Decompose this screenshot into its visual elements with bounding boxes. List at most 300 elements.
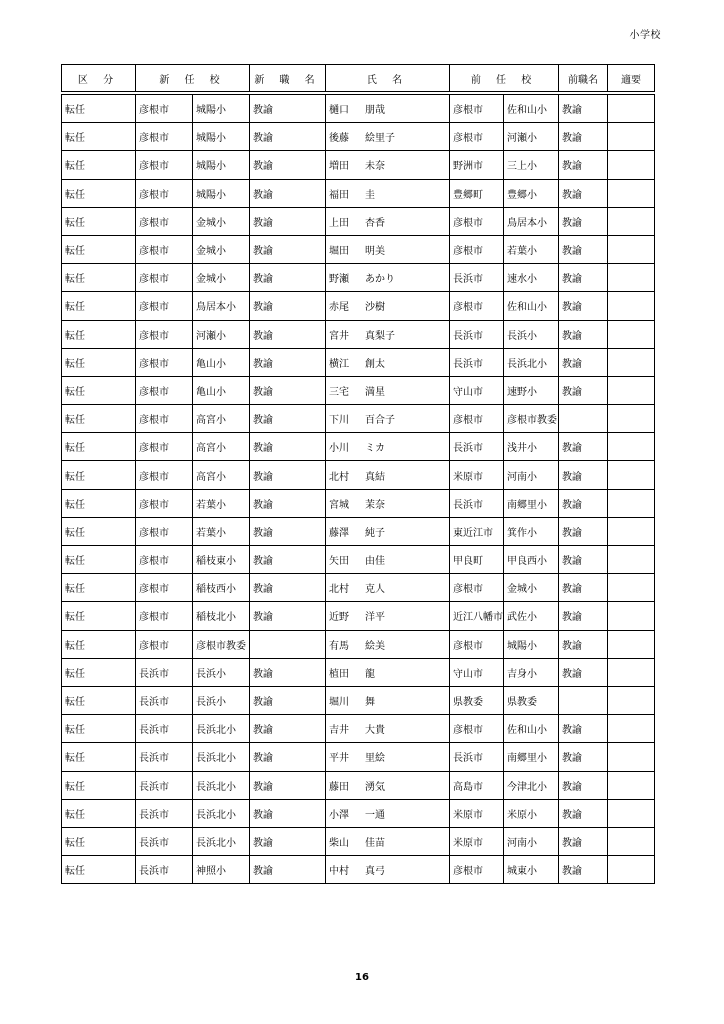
name-cell: [326, 630, 450, 658]
prev-title-cell: 教諭: [559, 856, 608, 884]
name-cell: [326, 348, 450, 376]
new-title-cell: 教諭: [250, 376, 326, 404]
given-name: 百合子: [365, 415, 396, 427]
prev-title-cell: 教諭: [559, 292, 608, 320]
name-cell: [326, 179, 450, 207]
new-city-cell: 彦根市: [136, 123, 193, 151]
name-cell: [326, 715, 450, 743]
prev-title-cell: [559, 405, 608, 433]
prev-school-cell: 速水小: [504, 264, 559, 292]
given-name: 一通: [365, 809, 386, 821]
new-school-cell: 長浜小: [193, 658, 250, 686]
note-cell: [608, 771, 655, 799]
name-cell: [326, 686, 450, 714]
note-cell: [608, 292, 655, 320]
kubun-cell: 転任: [62, 179, 136, 207]
name-cell: [326, 546, 450, 574]
prev-title-cell: 教諭: [559, 376, 608, 404]
prev-title-cell: 教諭: [559, 461, 608, 489]
new-title-cell: 教諭: [250, 489, 326, 517]
prev-school-cell: 長浜北小: [504, 348, 559, 376]
prev-city-cell: 長浜市: [450, 320, 504, 348]
prev-title-cell: 教諭: [559, 658, 608, 686]
page-number: 16: [355, 972, 369, 983]
prev-city-cell: 守山市: [450, 376, 504, 404]
name-cell: [326, 235, 450, 263]
new-school-cell: 金城小: [193, 264, 250, 292]
kubun-cell: 転任: [62, 630, 136, 658]
table-row: [62, 489, 655, 517]
new-city-cell: 長浜市: [136, 856, 193, 884]
new-city-cell: 長浜市: [136, 743, 193, 771]
prev-city-cell: 東近江市: [450, 517, 504, 545]
table-row: [62, 123, 655, 151]
new-school-cell: 長浜北小: [193, 799, 250, 827]
table-row: [62, 151, 655, 179]
table-row: [62, 686, 655, 714]
kubun-cell: 転任: [62, 207, 136, 235]
name-cell: [326, 95, 450, 123]
prev-city-cell: 長浜市: [450, 489, 504, 517]
table-row: [62, 715, 655, 743]
given-name: 佳苗: [365, 837, 386, 849]
surname: 横江: [329, 358, 350, 370]
new-school-cell: 稲枝北小: [193, 602, 250, 630]
kubun-cell: 転任: [62, 264, 136, 292]
new-title-cell: 教諭: [250, 686, 326, 714]
given-name: 龍: [365, 668, 376, 680]
kubun-cell: 転任: [62, 320, 136, 348]
new-school-cell: 長浜北小: [193, 827, 250, 855]
prev-title-cell: 教諭: [559, 827, 608, 855]
surname: 増田: [329, 161, 350, 173]
prev-school-cell: 河瀬小: [504, 123, 559, 151]
prev-city-cell: 彦根市: [450, 123, 504, 151]
note-cell: [608, 123, 655, 151]
new-title-cell: [250, 630, 326, 658]
new-school-cell: 高宮小: [193, 405, 250, 433]
given-name: ミカ: [365, 443, 386, 455]
prev-city-cell: 高島市: [450, 771, 504, 799]
prev-city-cell: 彦根市: [450, 715, 504, 743]
new-school-cell: 金城小: [193, 235, 250, 263]
prev-title-cell: 教諭: [559, 517, 608, 545]
new-city-cell: 長浜市: [136, 686, 193, 714]
table-row: [62, 95, 655, 123]
header-new-title: 新 職 名: [250, 65, 326, 92]
new-school-cell: 稲枝西小: [193, 574, 250, 602]
table-row: [62, 630, 655, 658]
note-cell: [608, 546, 655, 574]
prev-city-cell: 彦根市: [450, 630, 504, 658]
name-cell: [326, 799, 450, 827]
new-school-cell: 河瀬小: [193, 320, 250, 348]
given-name: 圭: [365, 189, 376, 201]
prev-city-cell: 彦根市: [450, 292, 504, 320]
new-title-cell: 教諭: [250, 123, 326, 151]
table-row: [62, 743, 655, 771]
note-cell: [608, 461, 655, 489]
new-title-cell: 教諭: [250, 461, 326, 489]
new-school-cell: 高宮小: [193, 433, 250, 461]
name-cell: [326, 517, 450, 545]
given-name: 真弓: [365, 866, 386, 878]
given-name: 真結: [365, 471, 386, 483]
new-title-cell: 教諭: [250, 658, 326, 686]
table-row: [62, 771, 655, 799]
note-cell: [608, 207, 655, 235]
surname: 小澤: [329, 809, 350, 821]
new-school-cell: 高宮小: [193, 461, 250, 489]
given-name: 純子: [365, 527, 386, 539]
table-row: [62, 179, 655, 207]
prev-city-cell: 長浜市: [450, 433, 504, 461]
kubun-cell: 転任: [62, 376, 136, 404]
kubun-cell: 転任: [62, 235, 136, 263]
surname: 宮城: [329, 499, 350, 511]
note-cell: [608, 489, 655, 517]
given-name: 湧気: [365, 781, 386, 793]
name-cell: [326, 461, 450, 489]
table-row: [62, 799, 655, 827]
new-city-cell: 彦根市: [136, 461, 193, 489]
prev-city-cell: 甲良町: [450, 546, 504, 574]
note-cell: [608, 517, 655, 545]
new-title-cell: 教諭: [250, 799, 326, 827]
prev-school-cell: 吉身小: [504, 658, 559, 686]
prev-school-cell: 佐和山小: [504, 715, 559, 743]
surname: 福田: [329, 189, 350, 201]
given-name: あかり: [365, 274, 396, 286]
new-title-cell: 教諭: [250, 856, 326, 884]
name-cell: [326, 771, 450, 799]
kubun-cell: 転任: [62, 686, 136, 714]
table-row: [62, 292, 655, 320]
name-cell: [326, 123, 450, 151]
new-school-cell: 稲枝東小: [193, 546, 250, 574]
prev-school-cell: 鳥居本小: [504, 207, 559, 235]
prev-title-cell: 教諭: [559, 320, 608, 348]
prev-school-cell: 佐和山小: [504, 292, 559, 320]
prev-school-cell: 武佐小: [504, 602, 559, 630]
new-school-cell: 城陽小: [193, 179, 250, 207]
new-city-cell: 彦根市: [136, 489, 193, 517]
note-cell: [608, 264, 655, 292]
prev-city-cell: 県教委: [450, 686, 504, 714]
new-city-cell: 彦根市: [136, 433, 193, 461]
table-row: [62, 235, 655, 263]
note-cell: [608, 179, 655, 207]
name-cell: [326, 574, 450, 602]
new-title-cell: 教諭: [250, 546, 326, 574]
prev-title-cell: 教諭: [559, 235, 608, 263]
new-title-cell: 教諭: [250, 235, 326, 263]
prev-school-cell: 河南小: [504, 461, 559, 489]
name-cell: [326, 264, 450, 292]
surname: 中村: [329, 866, 350, 878]
new-school-cell: 亀山小: [193, 376, 250, 404]
table-row: [62, 461, 655, 489]
table-body: [62, 95, 655, 884]
new-city-cell: 長浜市: [136, 715, 193, 743]
prev-city-cell: 守山市: [450, 658, 504, 686]
note-cell: [608, 405, 655, 433]
prev-title-cell: 教諭: [559, 348, 608, 376]
prev-city-cell: 彦根市: [450, 207, 504, 235]
table-row: [62, 546, 655, 574]
prev-city-cell: 長浜市: [450, 348, 504, 376]
prev-city-cell: 米原市: [450, 799, 504, 827]
surname: 北村: [329, 471, 350, 483]
new-city-cell: 彦根市: [136, 546, 193, 574]
prev-school-cell: 県教委: [504, 686, 559, 714]
note-cell: [608, 95, 655, 123]
prev-city-cell: 米原市: [450, 461, 504, 489]
prev-title-cell: 教諭: [559, 743, 608, 771]
kubun-cell: 転任: [62, 715, 136, 743]
prev-city-cell: 野洲市: [450, 151, 504, 179]
table-row: [62, 827, 655, 855]
table-row: [62, 602, 655, 630]
given-name: 真梨子: [365, 330, 396, 342]
new-city-cell: 彦根市: [136, 376, 193, 404]
given-name: 満星: [365, 386, 386, 398]
surname: 藤田: [329, 781, 350, 793]
surname: 北村: [329, 584, 350, 596]
new-title-cell: 教諭: [250, 179, 326, 207]
new-title-cell: 教諭: [250, 207, 326, 235]
prev-school-cell: 南郷里小: [504, 743, 559, 771]
new-school-cell: 城陽小: [193, 123, 250, 151]
note-cell: [608, 602, 655, 630]
new-city-cell: 彦根市: [136, 630, 193, 658]
surname: 上田: [329, 217, 350, 229]
new-city-cell: 彦根市: [136, 348, 193, 376]
prev-title-cell: 教諭: [559, 630, 608, 658]
prev-title-cell: 教諭: [559, 546, 608, 574]
note-cell: [608, 827, 655, 855]
header-note: 適要: [608, 65, 655, 92]
prev-title-cell: 教諭: [559, 799, 608, 827]
given-name: 絵里子: [365, 133, 396, 145]
given-name: 里絵: [365, 753, 386, 765]
given-name: 由佳: [365, 556, 386, 568]
note-cell: [608, 856, 655, 884]
table-row: [62, 348, 655, 376]
new-title-cell: 教諭: [250, 405, 326, 433]
prev-school-cell: 速野小: [504, 376, 559, 404]
prev-school-cell: 浅井小: [504, 433, 559, 461]
new-city-cell: 彦根市: [136, 517, 193, 545]
surname: 植田: [329, 668, 350, 680]
surname: 堀田: [329, 246, 350, 258]
new-title-cell: 教諭: [250, 827, 326, 855]
prev-school-cell: 城陽小: [504, 630, 559, 658]
surname: 藤澤: [329, 527, 350, 539]
table-row: [62, 517, 655, 545]
new-title-cell: 教諭: [250, 151, 326, 179]
surname: 後藤: [329, 133, 350, 145]
new-school-cell: 若葉小: [193, 517, 250, 545]
header-prev-school: 前 任 校: [450, 65, 559, 92]
name-cell: [326, 292, 450, 320]
surname: 宮井: [329, 330, 350, 342]
new-city-cell: 彦根市: [136, 235, 193, 263]
given-name: 舞: [365, 697, 376, 709]
prev-school-cell: 三上小: [504, 151, 559, 179]
prev-school-cell: 米原小: [504, 799, 559, 827]
note-cell: [608, 715, 655, 743]
prev-school-cell: 長浜小: [504, 320, 559, 348]
new-title-cell: 教諭: [250, 517, 326, 545]
kubun-cell: 転任: [62, 856, 136, 884]
given-name: 朋哉: [365, 105, 386, 117]
kubun-cell: 転任: [62, 743, 136, 771]
new-title-cell: 教諭: [250, 602, 326, 630]
note-cell: [608, 320, 655, 348]
prev-school-cell: 甲良西小: [504, 546, 559, 574]
new-school-cell: 長浜北小: [193, 743, 250, 771]
table-row: [62, 658, 655, 686]
new-school-cell: 神照小: [193, 856, 250, 884]
kubun-cell: 転任: [62, 799, 136, 827]
prev-school-cell: 金城小: [504, 574, 559, 602]
surname: 小川: [329, 443, 350, 455]
new-school-cell: 鳥居本小: [193, 292, 250, 320]
prev-school-cell: 南郷里小: [504, 489, 559, 517]
given-name: 絵美: [365, 640, 386, 652]
given-name: 克人: [365, 584, 386, 596]
name-cell: [326, 489, 450, 517]
note-cell: [608, 743, 655, 771]
kubun-cell: 転任: [62, 517, 136, 545]
prev-city-cell: 彦根市: [450, 95, 504, 123]
kubun-cell: 転任: [62, 602, 136, 630]
prev-school-cell: 彦根市教委: [504, 405, 559, 433]
new-school-cell: 長浜小: [193, 686, 250, 714]
new-city-cell: 彦根市: [136, 207, 193, 235]
prev-title-cell: 教諭: [559, 771, 608, 799]
name-cell: [326, 207, 450, 235]
table-row: [62, 320, 655, 348]
kubun-cell: 転任: [62, 827, 136, 855]
table-row: [62, 376, 655, 404]
table-row: [62, 574, 655, 602]
kubun-cell: 転任: [62, 151, 136, 179]
school-type-label: 小学校: [629, 30, 661, 41]
new-school-cell: 金城小: [193, 207, 250, 235]
new-title-cell: 教諭: [250, 715, 326, 743]
prev-school-cell: 若葉小: [504, 235, 559, 263]
new-school-cell: 城陽小: [193, 151, 250, 179]
kubun-cell: 転任: [62, 658, 136, 686]
note-cell: [608, 151, 655, 179]
table-row: [62, 264, 655, 292]
given-name: 明美: [365, 246, 386, 258]
prev-school-cell: 豊郷小: [504, 179, 559, 207]
table-row: [62, 405, 655, 433]
prev-city-cell: 彦根市: [450, 856, 504, 884]
new-title-cell: 教諭: [250, 743, 326, 771]
note-cell: [608, 799, 655, 827]
name-cell: [326, 405, 450, 433]
new-school-cell: 亀山小: [193, 348, 250, 376]
prev-title-cell: 教諭: [559, 489, 608, 517]
new-city-cell: 彦根市: [136, 292, 193, 320]
surname: 野瀬: [329, 274, 350, 286]
new-school-cell: 長浜北小: [193, 771, 250, 799]
prev-title-cell: 教諭: [559, 715, 608, 743]
prev-title-cell: 教諭: [559, 151, 608, 179]
prev-city-cell: 米原市: [450, 827, 504, 855]
table-row: [62, 207, 655, 235]
kubun-cell: 転任: [62, 461, 136, 489]
new-title-cell: 教諭: [250, 320, 326, 348]
new-city-cell: 長浜市: [136, 771, 193, 799]
given-name: 茉奈: [365, 499, 386, 511]
new-title-cell: 教諭: [250, 264, 326, 292]
prev-school-cell: 河南小: [504, 827, 559, 855]
prev-title-cell: 教諭: [559, 574, 608, 602]
new-city-cell: 彦根市: [136, 320, 193, 348]
prev-title-cell: 教諭: [559, 433, 608, 461]
given-name: 沙樹: [365, 302, 386, 314]
new-title-cell: 教諭: [250, 348, 326, 376]
prev-school-cell: 佐和山小: [504, 95, 559, 123]
new-title-cell: 教諭: [250, 292, 326, 320]
name-cell: [326, 376, 450, 404]
prev-title-cell: 教諭: [559, 95, 608, 123]
kubun-cell: 転任: [62, 123, 136, 151]
surname: 矢田: [329, 556, 350, 568]
name-cell: [326, 151, 450, 179]
prev-city-cell: 彦根市: [450, 574, 504, 602]
new-title-cell: 教諭: [250, 95, 326, 123]
surname: 有馬: [329, 640, 350, 652]
personnel-table: [61, 64, 655, 884]
kubun-cell: 転任: [62, 546, 136, 574]
new-title-cell: 教諭: [250, 771, 326, 799]
note-cell: [608, 235, 655, 263]
prev-city-cell: 長浜市: [450, 264, 504, 292]
new-school-cell: 城陽小: [193, 95, 250, 123]
surname: 柴山: [329, 837, 350, 849]
new-school-cell: 長浜北小: [193, 715, 250, 743]
header-name: 氏 名: [326, 65, 450, 92]
surname: 堀川: [329, 697, 350, 709]
kubun-cell: 転任: [62, 489, 136, 517]
name-cell: [326, 743, 450, 771]
header-prev-title: 前職名: [559, 65, 608, 92]
surname: 樋口: [329, 105, 350, 117]
kubun-cell: 転任: [62, 405, 136, 433]
new-school-cell: 若葉小: [193, 489, 250, 517]
header-kubun: 区 分: [62, 65, 136, 92]
prev-city-cell: 彦根市: [450, 405, 504, 433]
given-name: 洋平: [365, 612, 386, 624]
prev-title-cell: 教諭: [559, 207, 608, 235]
new-city-cell: 長浜市: [136, 658, 193, 686]
surname: 平井: [329, 753, 350, 765]
name-cell: [326, 827, 450, 855]
prev-title-cell: 教諭: [559, 123, 608, 151]
surname: 三宅: [329, 386, 350, 398]
header-new-school: 新 任 校: [136, 65, 250, 92]
note-cell: [608, 376, 655, 404]
surname: 赤尾: [329, 302, 350, 314]
kubun-cell: 転任: [62, 771, 136, 799]
kubun-cell: 転任: [62, 574, 136, 602]
